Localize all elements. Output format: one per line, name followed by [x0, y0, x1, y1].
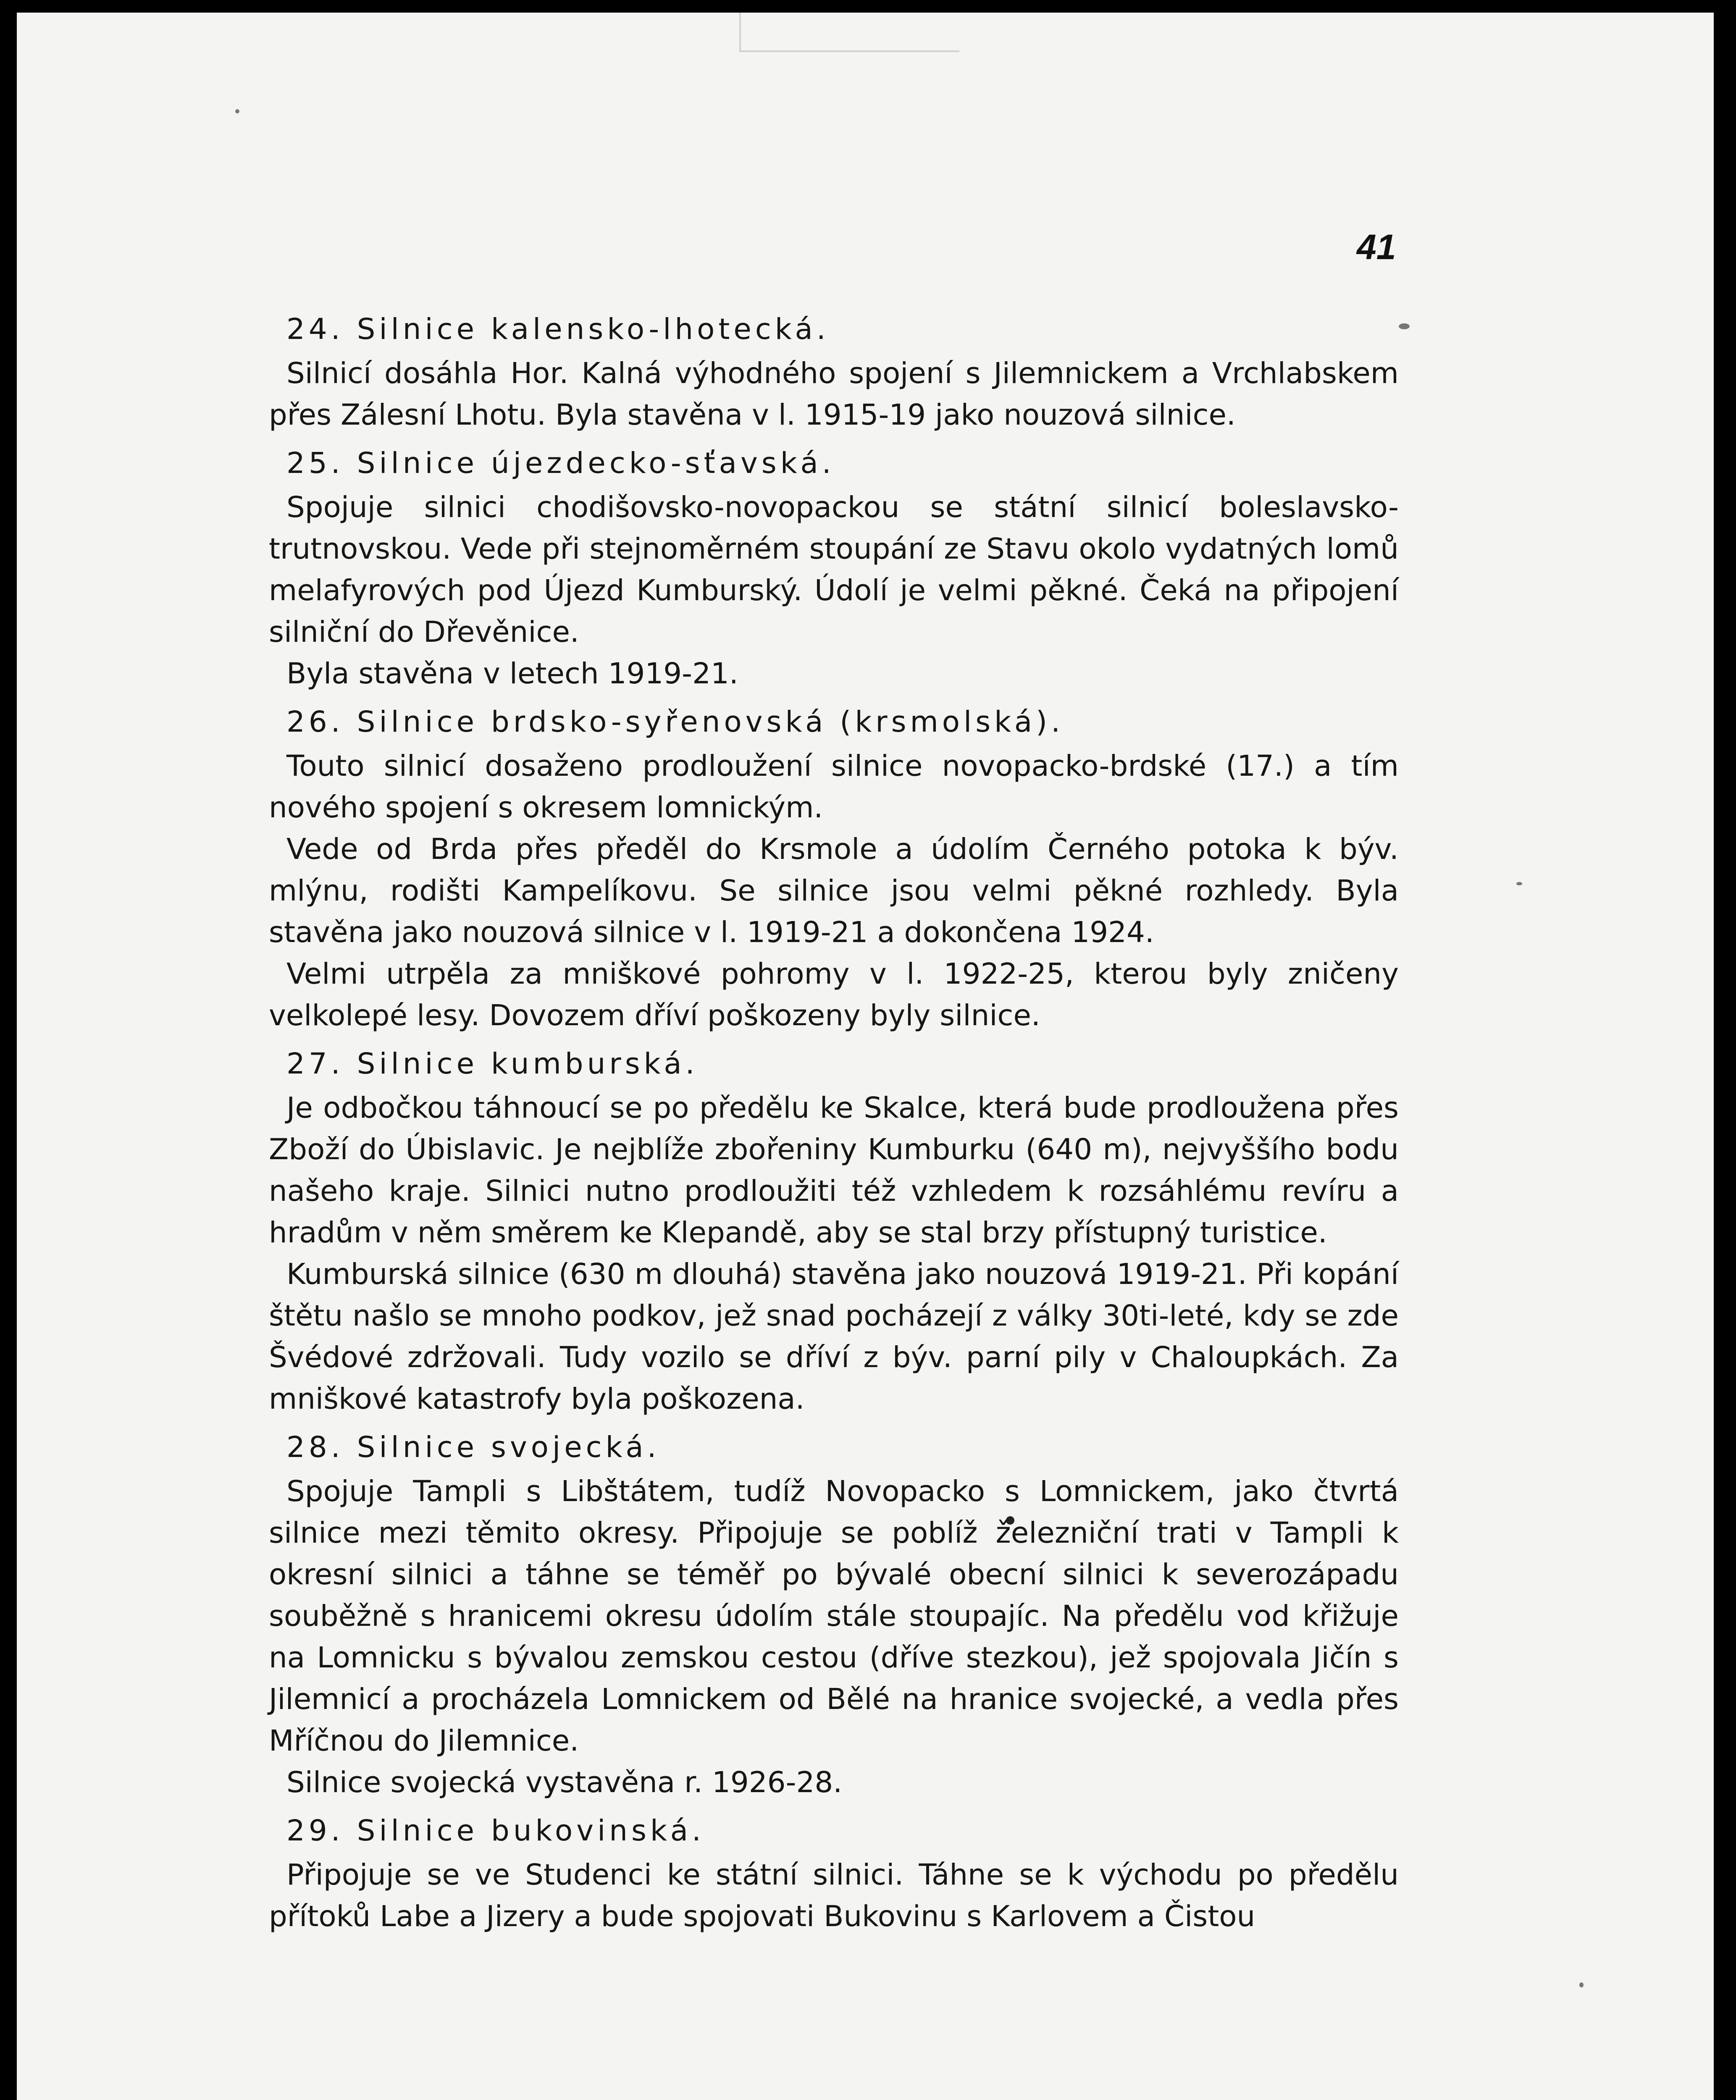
section-paragraph: Kumburská silnice (630 m dlouhá) stavěna jako nouzová 1919-21. Při kopání štětu našlo se mnoho podkov, jež snad pocházejí z války 30ti-leté, kdy se zde Švédové zdržovali. Tudy vozilo se dříví z býv. parní pily v Chaloupkách. Za mniškové katastrofy byla poškozena.	[269, 1257, 1399, 1416]
section-paragraph: Byla stavěna v letech 1919-21.	[286, 657, 738, 690]
section-heading: 26. Silnice brdsko-syřenovská (krsmolská).	[286, 705, 1064, 739]
section-paragraph: Velmi utrpěla za mniškové pohromy v l. 1922-25, kterou byly zničeny velkolepé lesy. Dovozem dříví poškozeny byly silnice.	[269, 957, 1399, 1032]
scan-speck	[1579, 1982, 1584, 1987]
scan-artifact	[739, 13, 959, 52]
scan-speck	[1516, 882, 1522, 885]
section-paragraph: Silnice svojecká vystavěna r. 1926-28.	[286, 1766, 843, 1799]
section-heading: 24. Silnice kalensko-lhotecká.	[286, 312, 830, 346]
document-page	[17, 13, 1714, 2100]
section-heading: 27. Silnice kumburská.	[286, 1047, 699, 1081]
section-paragraph: Vede od Brda přes předěl do Krsmole a údolím Černého potoka k býv. mlýnu, rodišti Kampelíkovu. Se silnice jsou velmi pěkné rozhledy. Byla stavěna jako nouzová silnice v l. 1919-21 a dokončena 1924.	[269, 832, 1399, 949]
section-paragraph: Připojuje se ve Studenci ke státní silnici. Táhne se k východu po předělu přítoků Labe a Jizery a bude spojovati Bukovinu s Karlovem a Čistou	[269, 1858, 1399, 1933]
section-heading: 28. Silnice svojecká.	[286, 1431, 660, 1464]
scan-speck	[235, 109, 239, 113]
section-heading: 25. Silnice újezdecko-sťavská.	[286, 446, 835, 480]
article-body	[269, 309, 1399, 1937]
section-paragraph: Je odbočkou táhnoucí se po předělu ke Skalce, která bude prodloužena přes Zboží do Úbislavic. Je nejblíže zbořeniny Kumburku (640 m), nejvyššího bodu našeho kraje. Silnici nutno prodloužiti též vzhledem k rozsáhlému revíru a hradům v něm směrem ke Klepandě, aby se stal brzy přístupný turistice.	[269, 1091, 1399, 1250]
scan-speck	[1399, 323, 1410, 329]
section-paragraph: Spojuje silnici chodišovsko-novopackou se státní silnicí boleslavsko-trutnovskou. Vede při stejnoměrném stoupání ze Stavu okolo vydatných lomů melafyrových pod Újezd Kumburský. Údolí je velmi pěkné. Čeká na připojení silniční do Dřevěnice.	[269, 491, 1399, 649]
page-number: 41	[1357, 227, 1396, 267]
section-heading: 29. Silnice bukovinská.	[286, 1814, 705, 1848]
section-paragraph: Silnicí dosáhla Hor. Kalná výhodného spojení s Jilemnickem a Vrchlabskem přes Zálesní Lhotu. Byla stavěna v l. 1915-19 jako nouzová silnice.	[269, 357, 1399, 432]
section-paragraph: Touto silnicí dosaženo prodloužení silnice novopacko-brdské (17.) a tím nového spojení s okresem lomnickým.	[269, 749, 1399, 824]
section-paragraph: Spojuje Tampli s Libštátem, tudíž Novopacko s Lomnickem, jako čtvrtá silnice mezi těmito okresy. Připojuje se poblíž železniční trati v Tampli k okresní silnici a táhne se téměř po bývalé obecní silnici k severozápadu souběžně s hranicemi okresu údolím stále stoupajíc. Na předělu vod křižuje na Lomnicku s bývalou zemskou cestou (dříve stezkou), jež spojovala Jičín s Jilemnicí a procházela Lomnickem od Bělé na hranice svojecké, a vedla přes Mříčnou do Jilemnice.	[269, 1475, 1399, 1758]
